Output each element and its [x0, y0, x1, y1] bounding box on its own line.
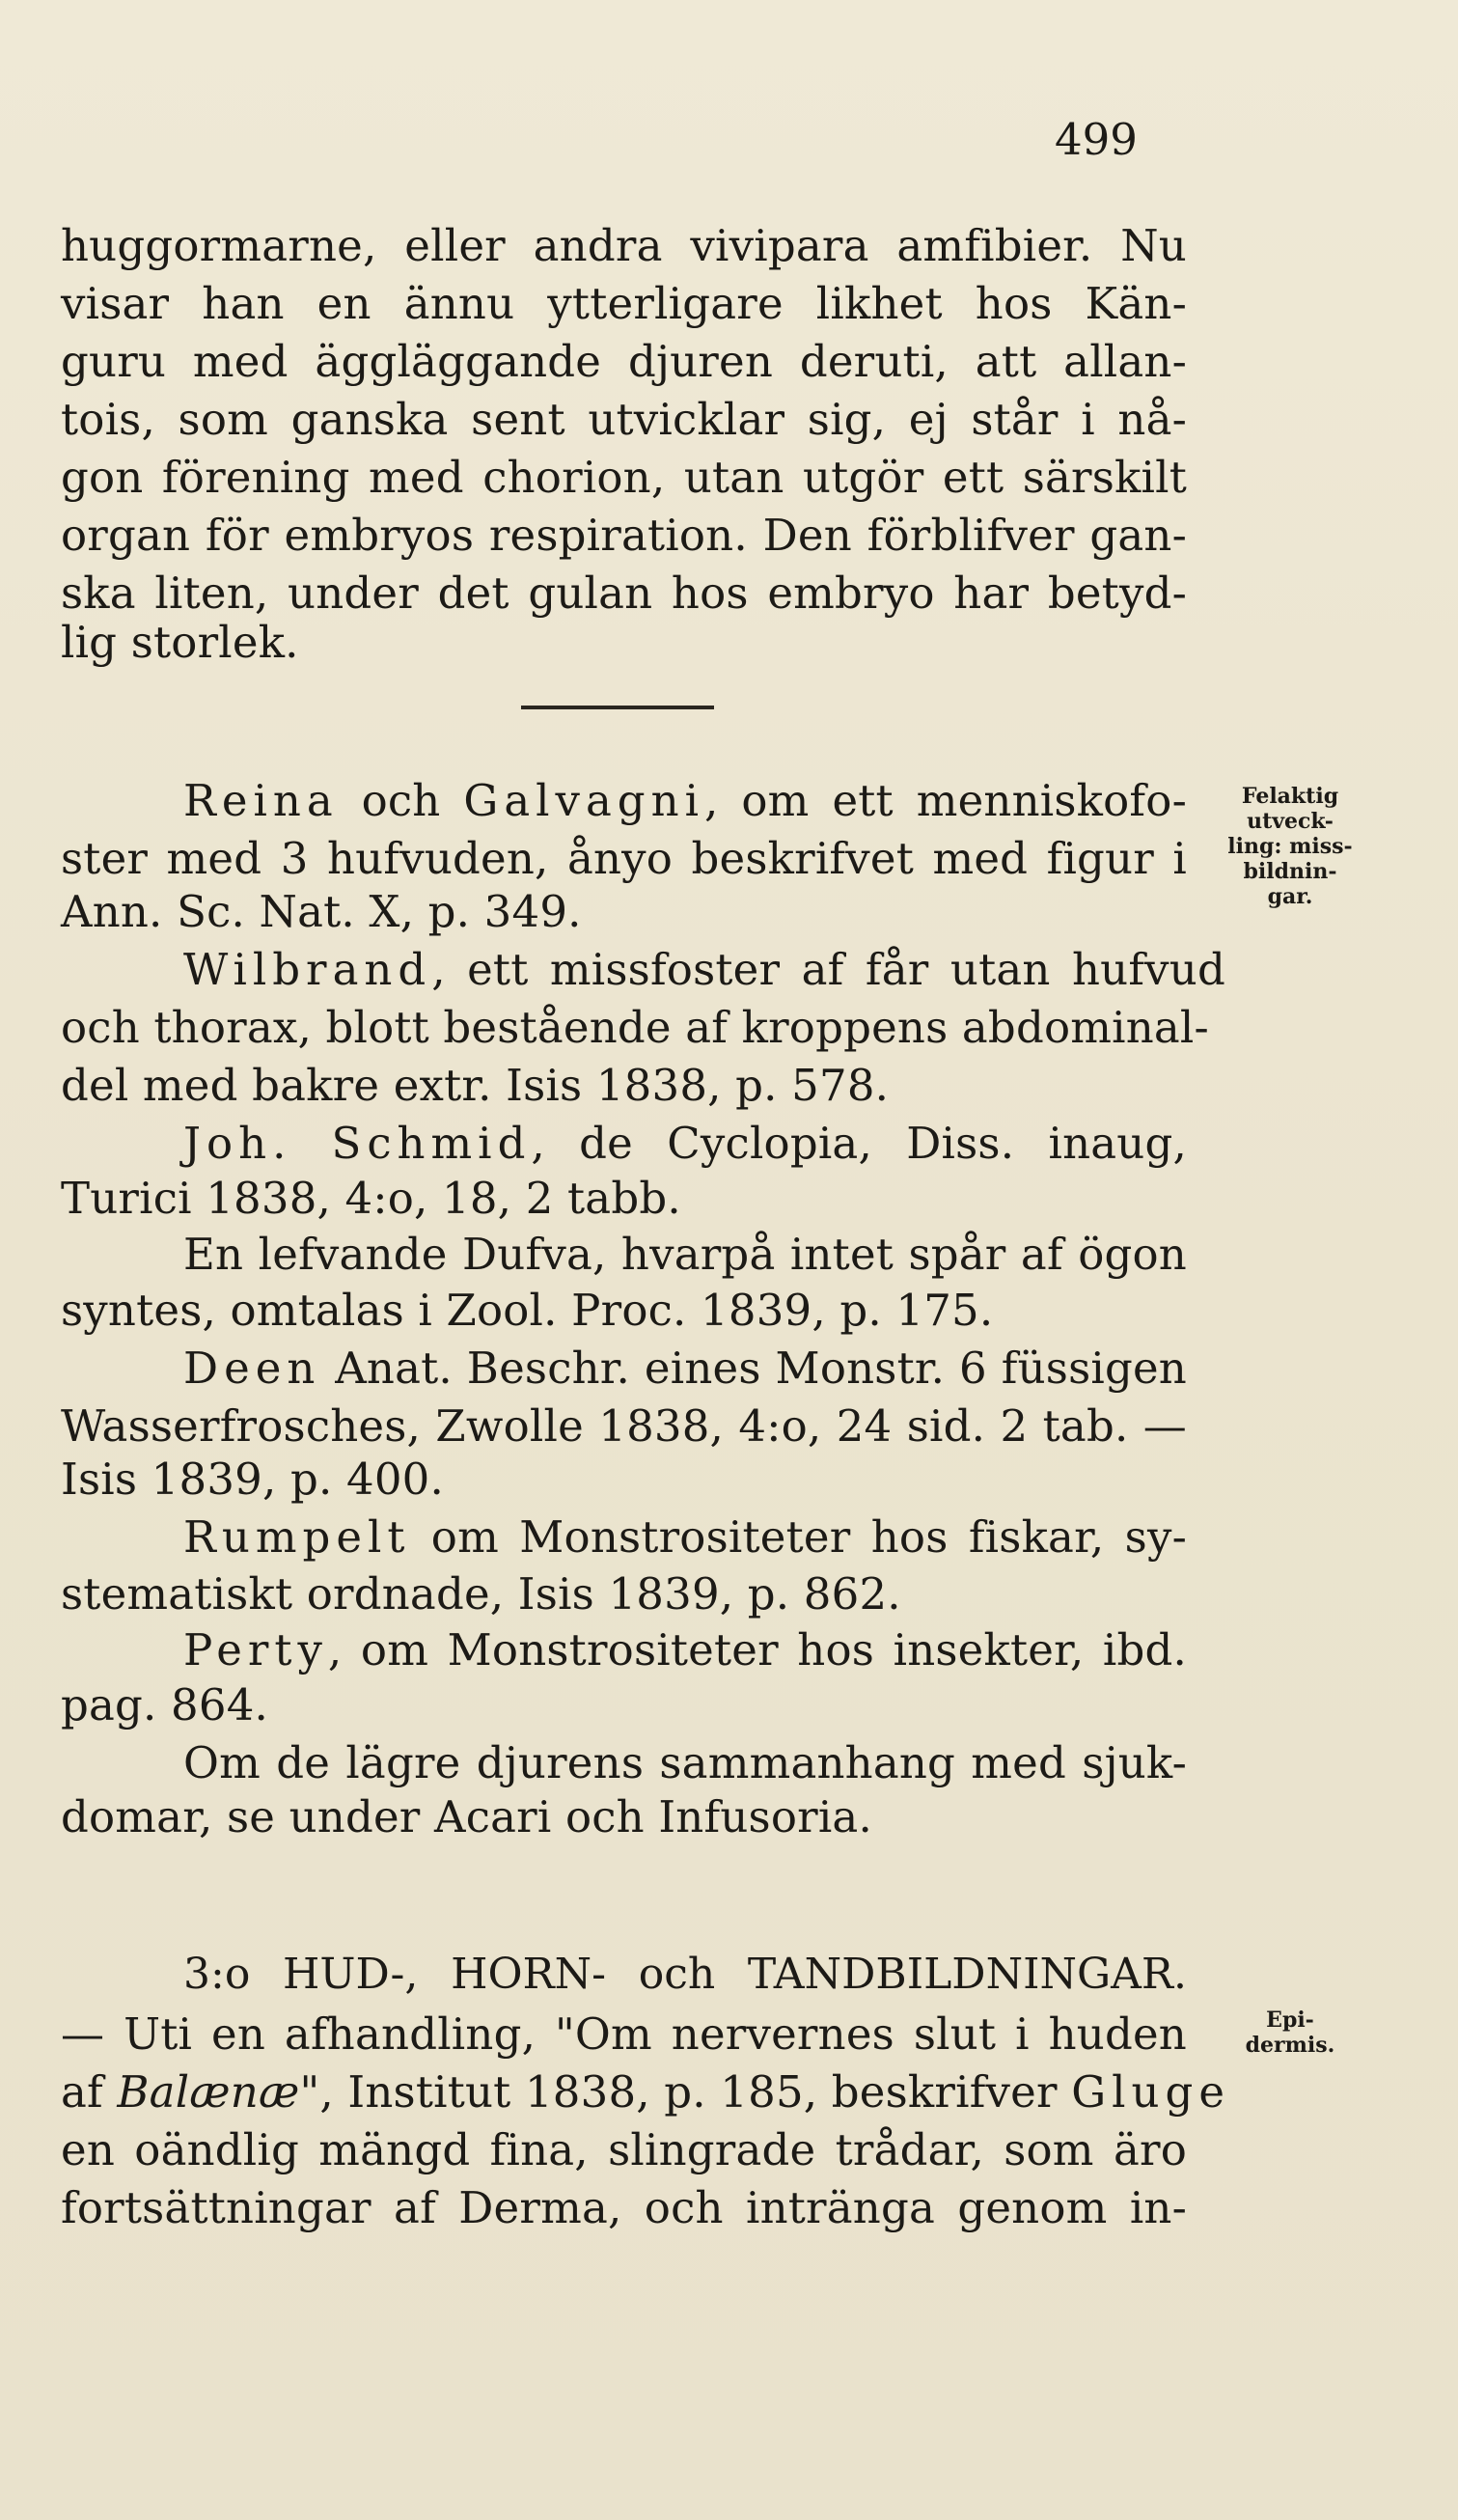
text-line: af Balænæ", Institut 1838, p. 185, beskrifver Gluge [61, 2066, 1230, 2118]
text-line: huggormarne, eller andra vivipara amfibier. Nu [61, 220, 1187, 271]
reference-line: Ann. Sc. Nat. X, p. 349. [61, 886, 582, 937]
reference-line: En lefvande Dufva, hvarpå intet spår af ögon [183, 1229, 1187, 1280]
reference-line: Rumpelt om Monstrositeter hos fiskar, sy- [183, 1511, 1187, 1563]
reference-line: del med bakre extr. Isis 1838, p. 578. [61, 1060, 890, 1111]
reference-line: pag. 864. [61, 1679, 269, 1731]
author-name: Wilbrand [183, 944, 432, 995]
author-name: Reina [183, 775, 339, 826]
author-name: Perty [183, 1624, 328, 1675]
reference-line: Wilbrand, ett missfoster af får utan hufvud [183, 944, 1225, 995]
reference-line: Joh. Schmid, de Cyclopia, Diss. inaug, [183, 1118, 1187, 1169]
author-name: Deen [183, 1343, 321, 1394]
reference-line: Wasserfrosches, Zwolle 1838, 4:o, 24 sid. 2 tab. — [61, 1400, 1187, 1452]
text-line: tois, som ganska sent utvicklar sig, ej står i nå- [61, 394, 1187, 445]
page-number: 499 [1055, 114, 1138, 165]
reference-line: ster med 3 hufvuden, ånyo beskrifvet med figur i [61, 833, 1187, 884]
section-divider [521, 706, 714, 709]
text-line: ska liten, under det gulan hos embryo har betyd- [61, 568, 1187, 619]
reference-line: Deen Anat. Beschr. eines Monstr. 6 füssigen [183, 1343, 1187, 1394]
reference-line: Turici 1838, 4:o, 18, 2 tabb. [61, 1173, 681, 1224]
text-line: gon förening med chorion, utan utgör ett särskilt [61, 452, 1187, 503]
text-line: fortsättningar af Derma, och inträngа genom in- [61, 2182, 1187, 2233]
author-name: Rumpelt [183, 1511, 411, 1563]
reference-line: Isis 1839, p. 400. [61, 1454, 444, 1505]
reference-line: Om de lägre djurens sammanhang med sjuk- [183, 1737, 1187, 1788]
text-line: — Uti en afhandling, "Om nervernes slut i huden [61, 2008, 1187, 2060]
reference-line: stematiskt ordnade, Isis 1839, p. 862. [61, 1568, 901, 1620]
text-line: lig storlek. [61, 617, 299, 668]
reference-line: Reina och Galvagni, om ett menniskofo- [183, 775, 1187, 826]
text-line: visar han en ännu ytterligare likhet hos Kän- [61, 278, 1187, 329]
reference-line: syntes, omtalas i Zool. Proc. 1839, p. 175. [61, 1285, 994, 1336]
reference-line: Perty, om Monstrositeter hos insekter, ibd. [183, 1624, 1187, 1675]
reference-line: domar, se under Acari och Infusoria. [61, 1791, 872, 1842]
author-name: Galvagni [463, 775, 704, 826]
author-name: Gluge [1071, 2066, 1230, 2118]
section-heading: 3:o HUD-, HORN- och TANDBILDNINGAR. [183, 1950, 1187, 1999]
italic-term: Balænæ" [117, 2066, 320, 2118]
margin-note: Felaktig utveck- ling: miss- bildnin- gar. [1227, 784, 1353, 909]
reference-line: och thorax, blott bestående af kroppens abdominal- [61, 1002, 1209, 1053]
text-line: en oändlig mängd fina, slingrade trådar, som äro [61, 2124, 1187, 2175]
author-name: Joh. Schmid [183, 1118, 532, 1169]
text-line: guru med äggläggande djuren deruti, att allan- [61, 336, 1187, 387]
margin-note: Epi- dermis. [1245, 2008, 1335, 2058]
text-line: organ för embryos respiration. Den förblifver gan- [61, 510, 1187, 561]
